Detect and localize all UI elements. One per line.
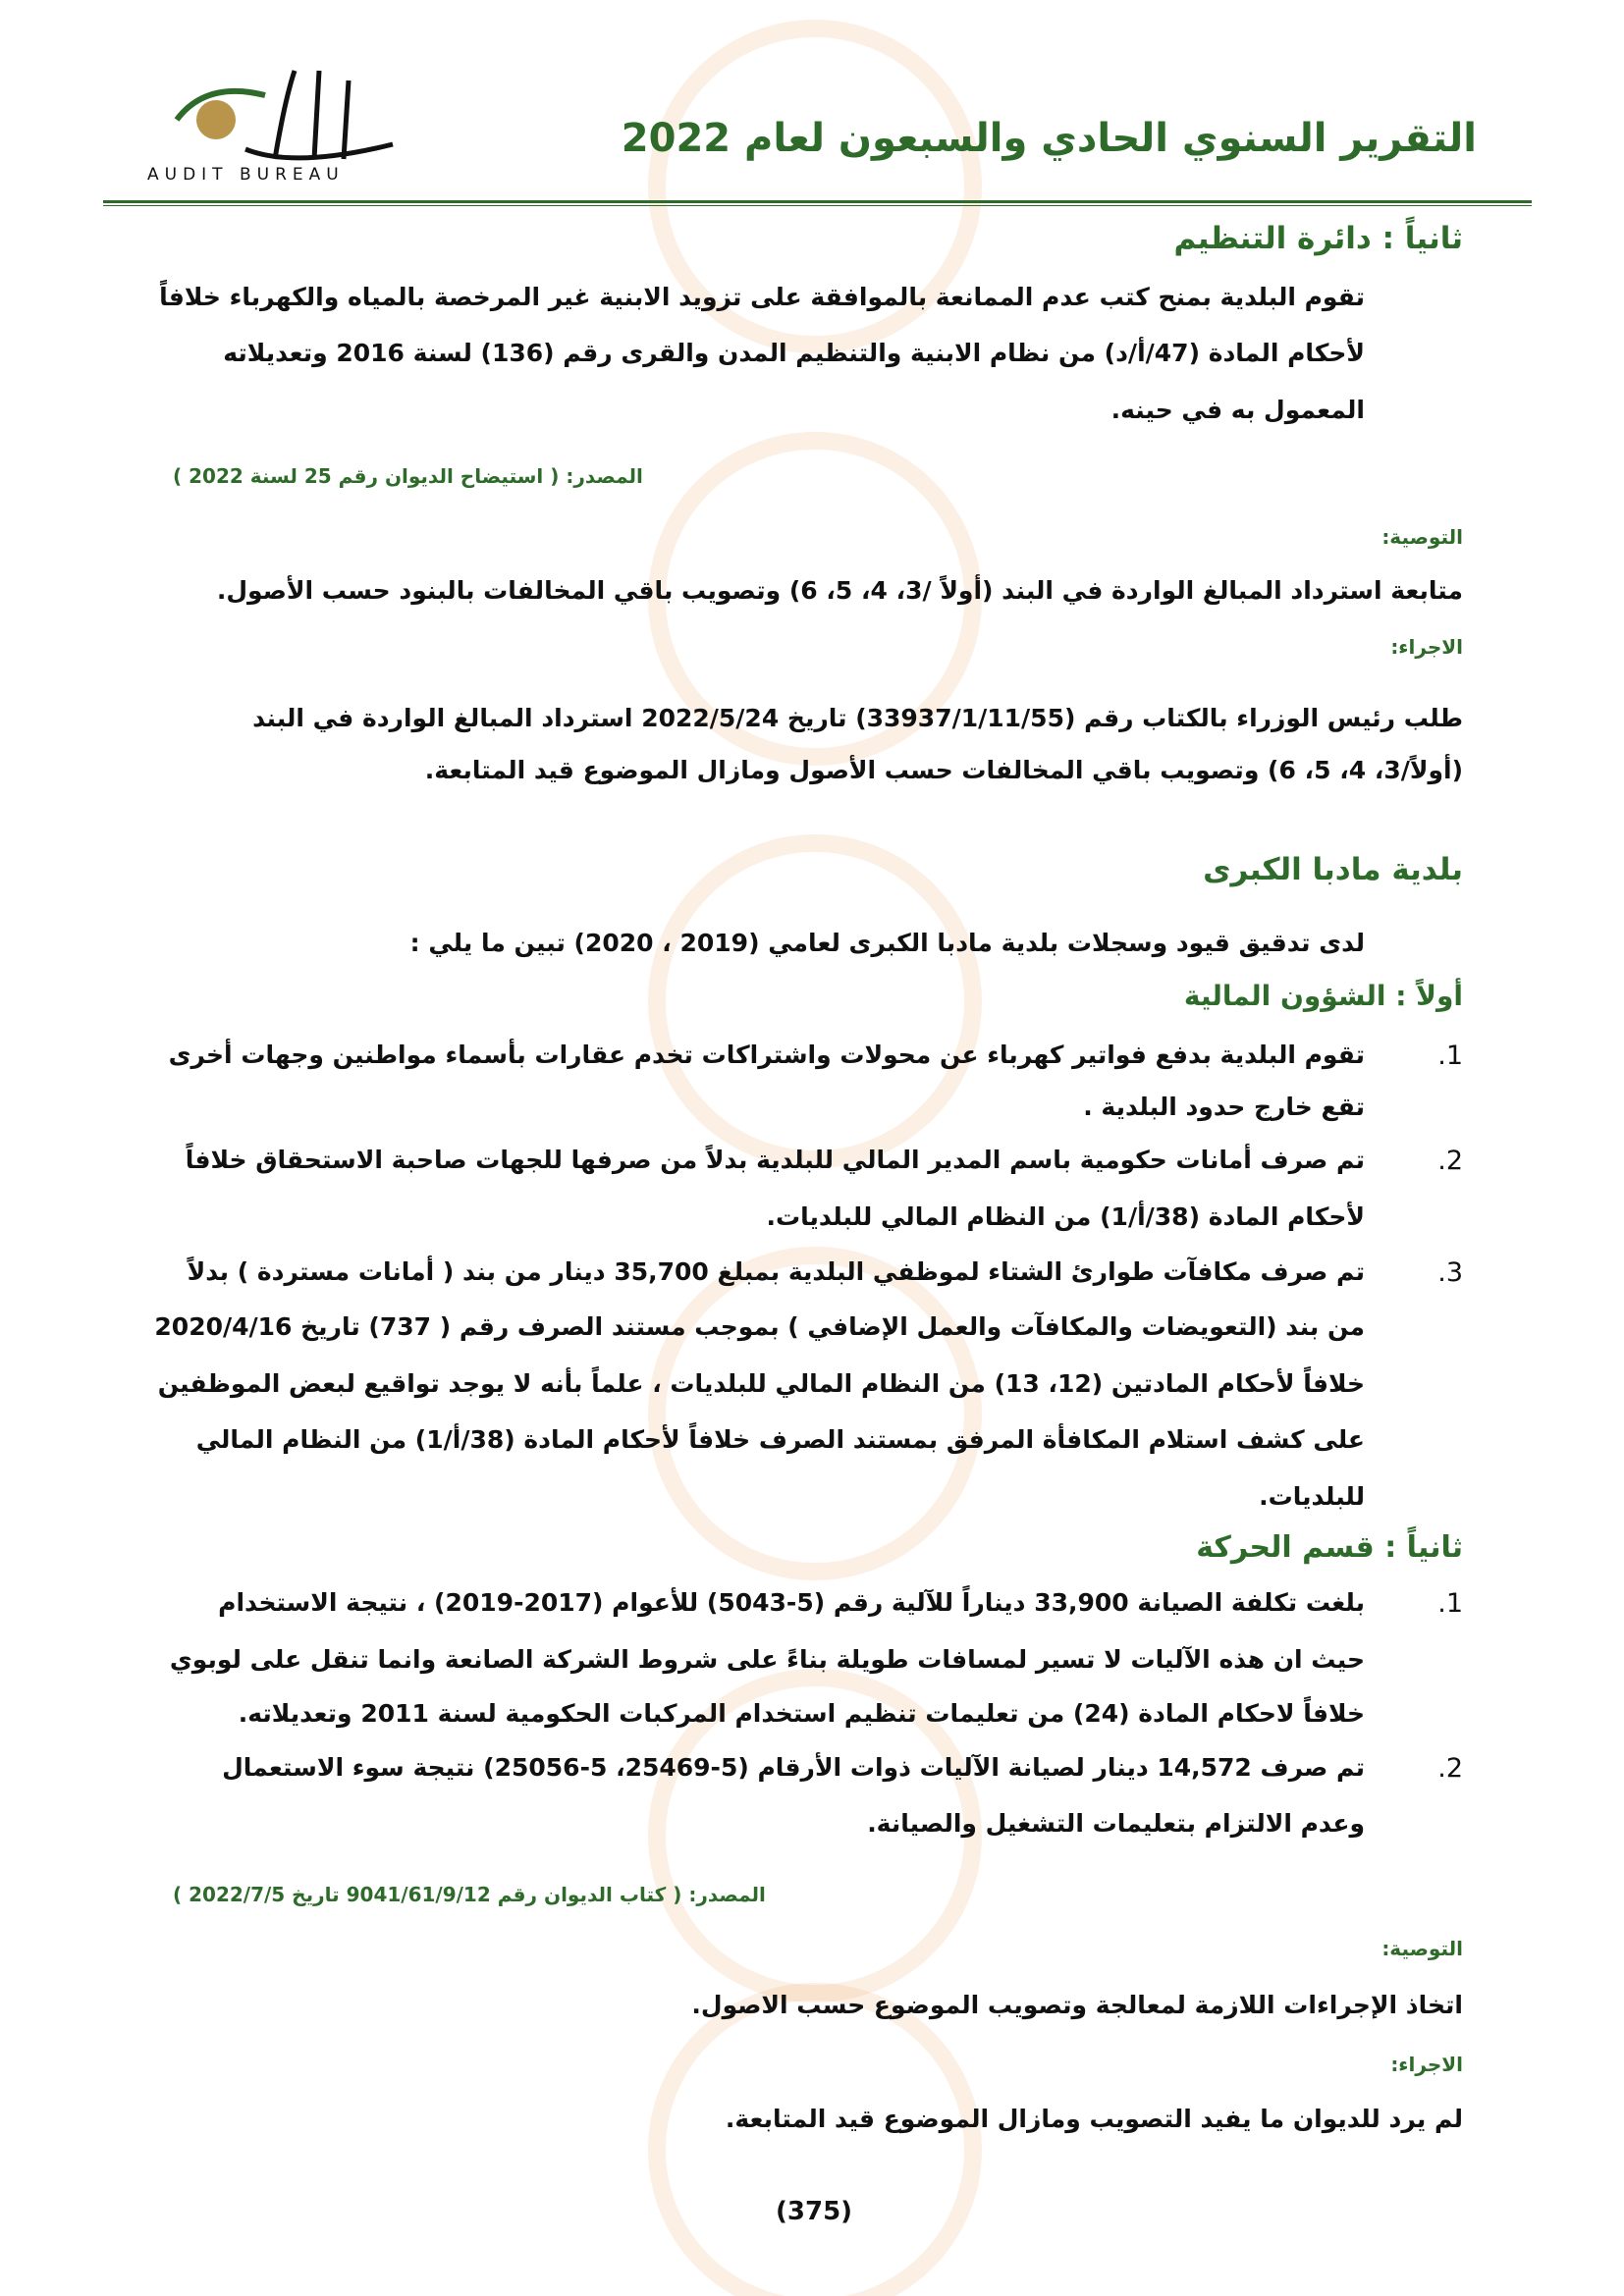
section-heading: ثانياً : دائرة التنظيم [1173, 221, 1463, 256]
item-number: .1 [1437, 1041, 1463, 1071]
header-rule [103, 200, 1532, 203]
paragraph-line: المعمول به في حينه. [1110, 396, 1365, 424]
item-number: .3 [1437, 1257, 1463, 1288]
item-line: تم صرف 14,572 دينار لصيانة الآليات ذوات الأرقام (5-25469، 5-25056) نتيجة سوء الاستعمال [222, 1753, 1365, 1782]
source-note: المصدر: ( كتاب الديوان رقم 9041/61/9/12 تاريخ 2022/7/5 ) [173, 1883, 766, 1906]
page-number: (375) [776, 2197, 853, 2226]
recommendation-label: التوصية: [1381, 1937, 1463, 1960]
recommendation-label: التوصية: [1381, 525, 1463, 549]
item-line: تقع خارج حدود البلدية . [1083, 1093, 1365, 1121]
report-title: التقرير السنوي الحادي والسبعون لعام 2022 [621, 116, 1477, 161]
watermark [648, 1983, 982, 2296]
watermark [648, 1247, 982, 1580]
intro-text: لدى تدقيق قيود وسجلات بلدية مادبا الكبرى لعامي (2019 ، 2020) تبين ما يلي : [409, 929, 1365, 957]
action-label: الاجراء: [1390, 2053, 1463, 2076]
action-label: الاجراء: [1390, 635, 1463, 659]
item-line: تم صرف أمانات حكومية باسم المدير المالي للبلدية بدلاً من صرفها للجهات صاحبة الاستحقاق خلافاً [185, 1146, 1365, 1174]
subsection-heading: ثانياً : قسم الحركة [1196, 1530, 1463, 1565]
action-line: طلب رئيس الوزراء بالكتاب رقم (33937/1/11/55) تاريخ 2022/5/24 استرداد المبالغ الواردة في البند [252, 704, 1463, 732]
item-line: خلافاً لأحكام المادتين (12، 13) من النظام المالي للبلديات ، علماً بأنه لا يوجد تواقيع لبعض الموظفين [157, 1369, 1365, 1398]
item-line: على كشف استلام المكافأة المرفق بمستند الصرف خلافاً لأحكام المادة (38/أ/1) من النظام المالي [195, 1425, 1365, 1454]
paragraph-line: تقوم البلدية بمنح كتب عدم الممانعة بالموافقة على تزويد الابنية غير المرخصة بالمياه والكهرباء خلافاً [159, 283, 1365, 311]
action-text: لم يرد للديوان ما يفيد التصويب ومازال الموضوع قيد المتابعة. [725, 2105, 1463, 2133]
item-line: بلغت تكلفة الصيانة 33,900 ديناراً للآلية رقم (5-5043) للأعوام (2017-2019) ، نتيجة الاستخدام [218, 1588, 1365, 1617]
watermark [648, 834, 982, 1168]
item-line: تقوم البلدية بدفع فواتير كهرباء عن محولات واشتراكات تخدم عقارات بأسماء مواطنين وجهات أخرى [168, 1041, 1365, 1069]
item-line: للبلديات. [1259, 1482, 1365, 1511]
item-line: خلافاً لاحكام المادة (24) من تعليمات تنظيم استخدام المركبات الحكومية لسنة 2011 وتعديلاته. [238, 1699, 1365, 1728]
paragraph-line: لأحكام المادة (47/أ/د) من نظام الابنية والتنظيم المدن والقرى رقم (136) لسنة 2016 وتعديلاته [223, 339, 1365, 367]
item-number: .1 [1437, 1588, 1463, 1619]
item-number: .2 [1437, 1146, 1463, 1176]
subsection-heading: أولاً : الشؤون المالية [1183, 980, 1463, 1012]
item-line: من بند (التعويضات والمكافآت والعمل الإضافي ) بموجب مستند الصرف رقم ( 737) تاريخ 2020/4/16 [154, 1312, 1365, 1341]
action-line: (أولاً/3، 4، 5، 6) وتصويب باقي المخالفات حسب الأصول ومازال الموضوع قيد المتابعة. [424, 756, 1463, 784]
audit-bureau-logo [147, 61, 412, 188]
item-line: حيث ان هذه الآليات لا تسير لمسافات طويلة بناءً على شروط الشركة الصانعة وانما تنقل على لوبوي [169, 1645, 1365, 1674]
item-line: وعدم الالتزام بتعليمات التشغيل والصيانة. [867, 1809, 1365, 1838]
item-line: تم صرف مكافآت طوارئ الشتاء لموظفي البلدية بمبلغ 35,700 دينار من بند ( أمانات مستردة ) بدلاً [187, 1257, 1365, 1286]
recommendation-text: متابعة استرداد المبالغ الواردة في البند (أولاً /3، 4، 5، 6) وتصويب باقي المخالفات بالبنود حسب الأصول. [216, 576, 1463, 605]
header-rule [103, 205, 1532, 206]
logo-subtitle: AUDIT BUREAU [147, 165, 345, 185]
recommendation-text: اتخاذ الإجراءات اللازمة لمعالجة وتصويب الموضوع حسب الاصول. [691, 1991, 1463, 2019]
source-note: المصدر: ( استيضاح الديوان رقم 25 لسنة 2022 ) [173, 464, 643, 488]
item-line: لأحكام المادة (38/أ/1) من النظام المالي للبلديات. [766, 1202, 1365, 1231]
section-heading: بلدية مادبا الكبرى [1203, 852, 1463, 887]
item-number: .2 [1437, 1753, 1463, 1784]
